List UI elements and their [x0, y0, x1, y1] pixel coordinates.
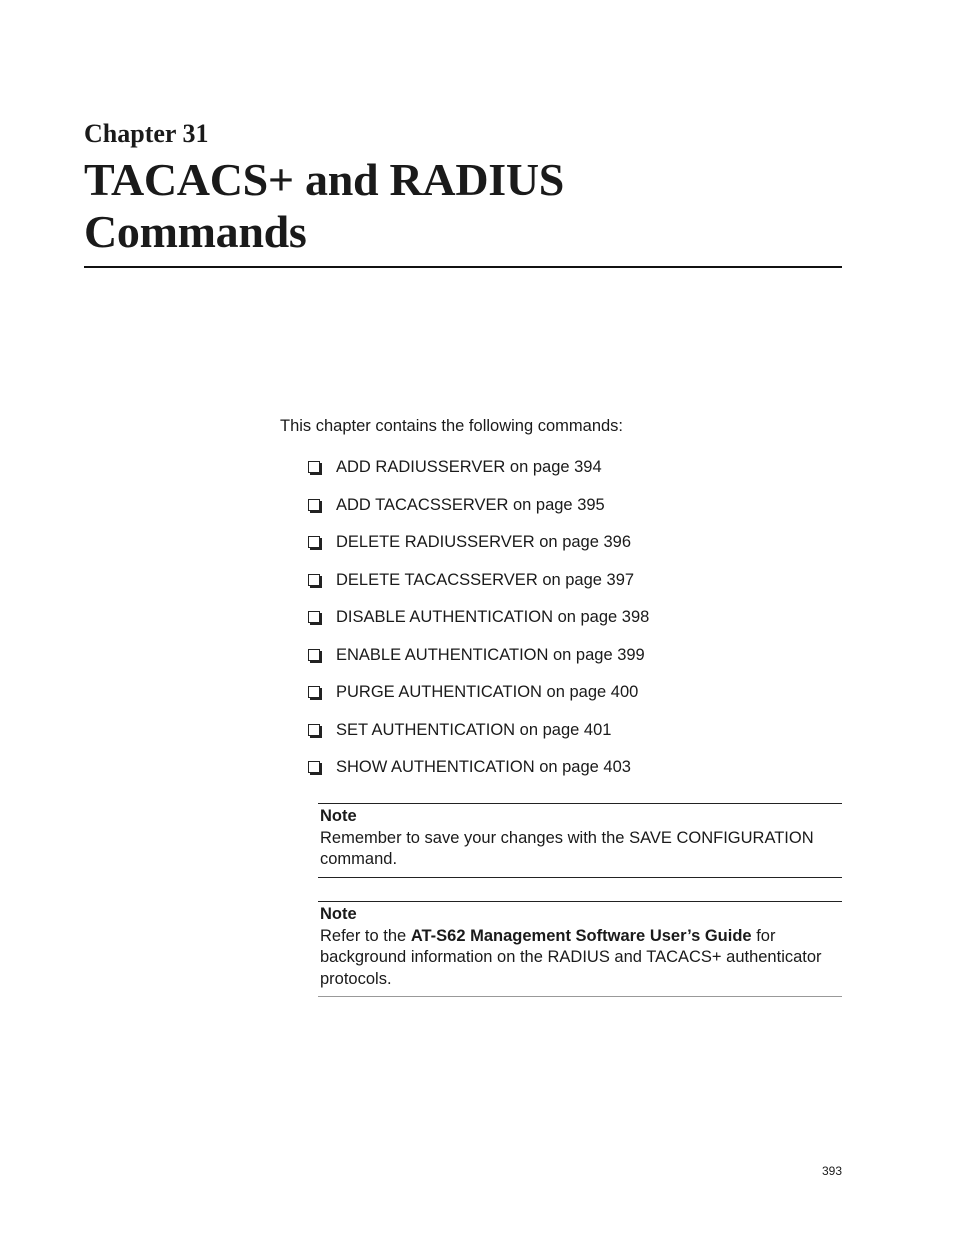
chapter-title-line-1: TACACS+ and RADIUS	[84, 154, 565, 205]
list-item[interactable]	[308, 644, 649, 682]
checkbox-bullet-icon	[308, 574, 320, 586]
command-link[interactable]: DISABLE AUTHENTICATION on page 398	[336, 608, 650, 626]
list-item[interactable]	[308, 681, 649, 719]
note-top-rule	[318, 901, 842, 902]
note-top-rule	[318, 803, 842, 804]
intro-text: This chapter contains the following commands:	[280, 417, 624, 435]
note-bottom-rule	[318, 996, 842, 997]
checkbox-bullet-icon	[308, 649, 320, 661]
list-item[interactable]	[308, 569, 649, 607]
page-number: 393	[822, 1164, 843, 1178]
list-item[interactable]	[308, 531, 649, 569]
checkbox-bullet-icon	[308, 724, 320, 736]
command-link[interactable]: ENABLE AUTHENTICATION on page 399	[336, 645, 645, 664]
command-list	[308, 456, 649, 794]
note-content	[318, 904, 842, 990]
list-item[interactable]	[308, 606, 649, 644]
note-user-guide	[318, 901, 842, 997]
checkbox-bullet-icon	[308, 611, 320, 623]
chapter-title	[84, 154, 844, 258]
list-item[interactable]	[308, 456, 649, 494]
command-link[interactable]: SHOW AUTHENTICATION on page 403	[336, 758, 631, 776]
user-guide-title: AT-S62 Management Software User’s Guide	[410, 926, 752, 945]
command-link[interactable]: ADD RADIUSSERVER on page 394	[336, 458, 602, 476]
note-heading: Note	[320, 807, 357, 825]
note-content	[318, 806, 842, 871]
note-heading: Note	[320, 905, 357, 923]
list-item[interactable]	[308, 756, 649, 794]
note-text: Remember to save your changes with the SAVE CONFIGURATION command.	[320, 828, 814, 868]
list-item[interactable]	[308, 719, 649, 757]
note-text-suffix: for background information on the RADIUS and TACACS+ authenticator protocols.	[320, 926, 822, 988]
command-link[interactable]: SET AUTHENTICATION on page 401	[336, 720, 612, 739]
command-link[interactable]: DELETE RADIUSSERVER on page 396	[336, 533, 632, 551]
checkbox-bullet-icon	[308, 686, 320, 698]
title-rule	[84, 266, 842, 268]
chapter-title-line-2: Commands	[84, 206, 307, 257]
checkbox-bullet-icon	[308, 461, 320, 473]
note-text-prefix: Refer to the	[320, 926, 411, 945]
note-bottom-rule	[318, 877, 842, 878]
command-link[interactable]: ADD TACACSSERVER on page 395	[336, 495, 605, 514]
command-link[interactable]: DELETE TACACSSERVER on page 397	[336, 570, 635, 589]
checkbox-bullet-icon	[308, 499, 320, 511]
note-save-configuration	[318, 803, 842, 878]
chapter-label: Chapter 31	[84, 119, 209, 148]
checkbox-bullet-icon	[308, 761, 320, 773]
checkbox-bullet-icon	[308, 536, 320, 548]
list-item[interactable]	[308, 494, 649, 532]
command-link[interactable]: PURGE AUTHENTICATION on page 400	[336, 683, 639, 701]
